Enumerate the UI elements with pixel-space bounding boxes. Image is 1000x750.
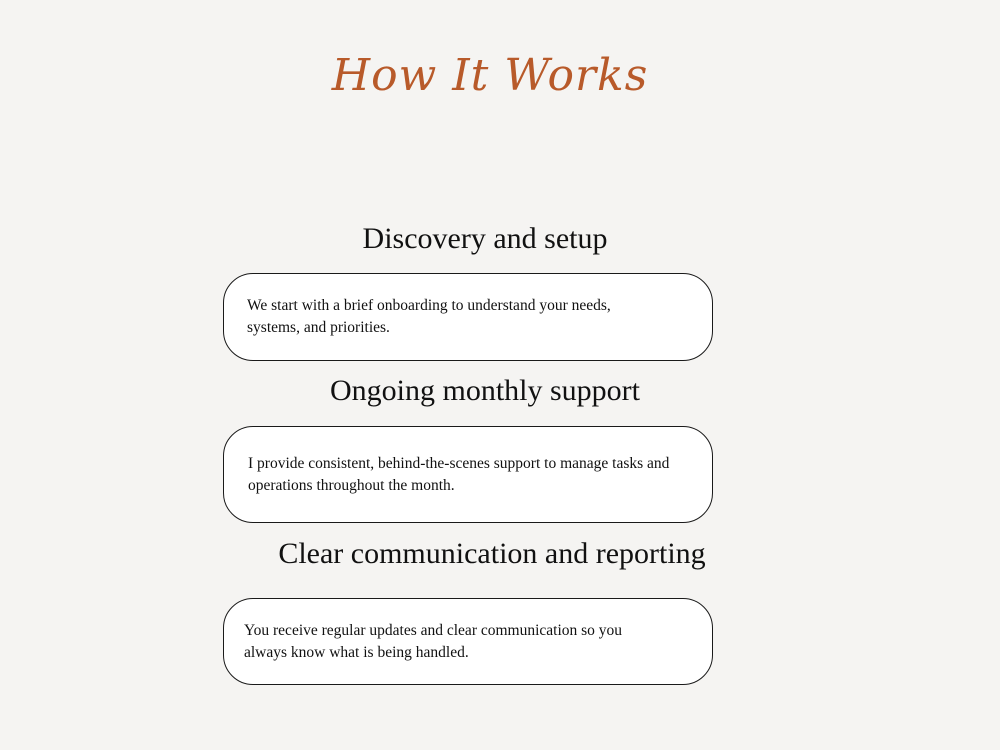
step-description-communication: You receive regular updates and clear communication so you always know what is being handled. bbox=[244, 621, 623, 661]
page-title: How It Works bbox=[331, 50, 649, 101]
step-heading-communication: Clear communication and reporting bbox=[278, 537, 706, 570]
step-card-monthly-support bbox=[223, 426, 713, 523]
step-card-communication bbox=[223, 598, 713, 685]
step-card-discovery bbox=[223, 273, 713, 361]
step-description-discovery: We start with a brief onboarding to understand your needs, systems, and priorities. bbox=[247, 297, 611, 336]
step-description-monthly-support: I provide consistent, behind-the-scenes support to manage tasks and operations throughout the month. bbox=[248, 454, 670, 494]
step-heading-monthly-support: Ongoing monthly support bbox=[329, 374, 640, 407]
step-heading-discovery: Discovery and setup bbox=[362, 222, 608, 255]
